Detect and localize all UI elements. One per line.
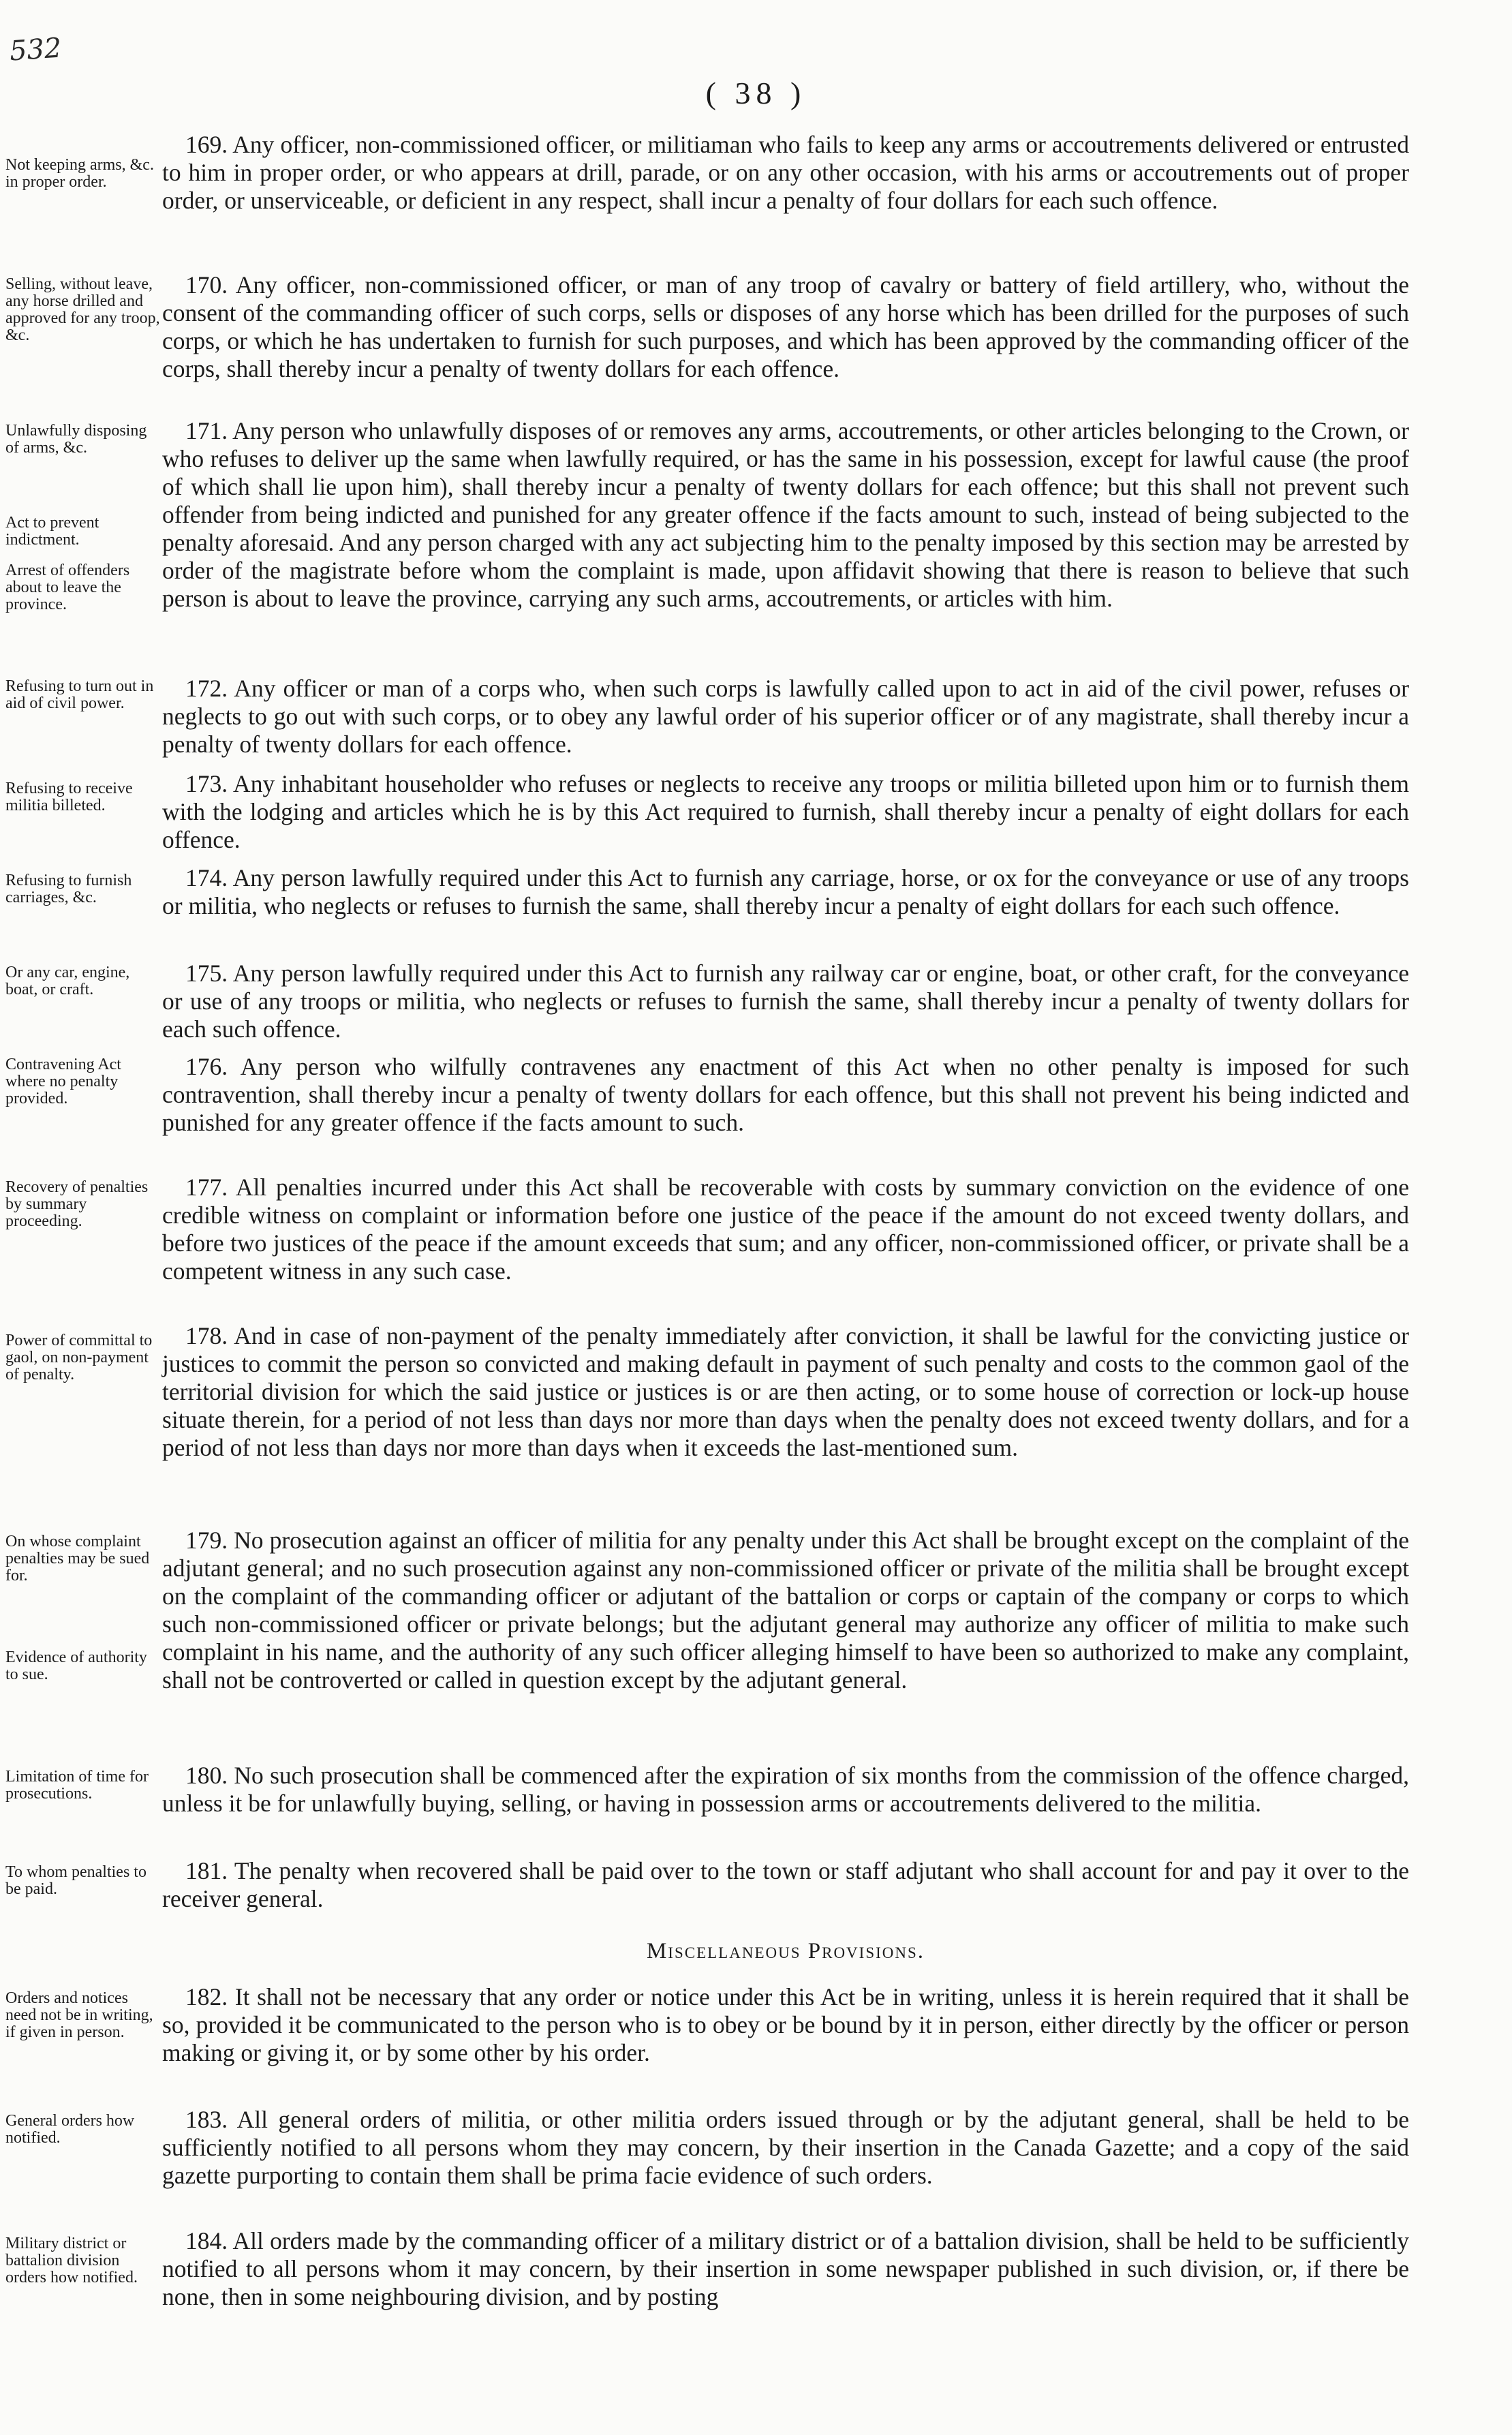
section-175: 175. Any person lawfully required under this Act to furnish any railway car or engine, boat, or other craft, for the conveyance or use of any troops or militia, who neglects or refuses to furnish the same, shall thereby incur a penalty of twenty dollars for each such offence.	[162, 960, 1409, 1043]
section-174: 174. Any person lawfully required under this Act to furnish any carriage, horse, or ox for the conveyance or use of any troops or militia, who neglects or refuses to furnish the same, shall thereby incur a penalty of eight dollars for each such offence.	[162, 864, 1409, 919]
margin-note: Or any car, engine, boat, or craft.	[5, 964, 130, 998]
margin-note: Not keeping arms, &c. in proper order.	[5, 156, 154, 191]
section-180: 180. No such prosecution shall be commenced after the expiration of six months from the commission of the offence charged, unless it be for unlawfully buying, selling, or having in possession arms or accoutrements delivered to the militia.	[162, 1762, 1409, 1817]
margin-note: Refusing to receive militia billeted.	[5, 780, 133, 814]
section-181: 181. The penalty when recovered shall be paid over to the town or staff adjutant who shall account for and pay it over to the receiver general.	[162, 1857, 1409, 1912]
margin-note: Military district or battalion division orders how notified.	[5, 2235, 138, 2286]
section-182: 182. It shall not be necessary that any order or notice under this Act be in writing, unless it is herein required that it shall be so, provided it be communicated to the person who is to obey or be bound by it in person, either directly by the officer or person making or giving it, or by some other by his order.	[162, 1983, 1409, 2066]
section-184: 184. All orders made by the commanding officer of a military district or of a battalion division, shall be held to be sufficiently notified to all persons whom it may concern, by their insertion in some newspaper published in such division, or, if there be none, then in some neighbouring division, and by posting	[162, 2227, 1409, 2310]
section-173: 173. Any inhabitant householder who refuses or neglects to receive any troops or militia billeted upon him or to furnish them with the lodging and articles which he is by this Act required to furnish, shall thereby incur a penalty of eight dollars for each offence.	[162, 770, 1409, 853]
page-number: ( 38 )	[705, 76, 807, 110]
section-172: 172. Any officer or man of a corps who, when such corps is lawfully called upon to act in aid of the civil power, refuses or neglects to go out with such corps, or to obey any lawful order of his superior officer or of any magistrate, shall thereby incur a penalty of twenty dollars for each offence.	[162, 675, 1409, 758]
section-171: 171. Any person who unlawfully disposes of or removes any arms, accoutrements, or other articles belonging to the Crown, or who refuses to deliver up the same when lawfully required, or has the same in his possession, except for lawful cause (the proof of which shall lie upon him), shall thereby incur a penalty of twenty dollars for each offence; but this shall not prevent such offender from being indicted and punished for any greater offence if the facts amount to such, instead of being subjected to the penalty aforesaid. And any person charged with any act subjecting him to the penalty imposed by this section may be arrested by order of the magistrate before whom the complaint is made, upon affidavit showing that there is reason to believe that such person is about to leave the province, carrying any such arms, accoutrements, or articles with him.	[162, 417, 1409, 612]
margin-note: Selling, without leave, any horse drilled and approved for any troop, &c.	[5, 275, 160, 344]
margin-note: Power of committal to gaol, on non-payment of penalty.	[5, 1332, 153, 1383]
section-heading: Miscellaneous Provisions.	[646, 1939, 925, 1963]
margin-note: Act to prevent indictment.	[5, 514, 99, 549]
section-179: 179. No prosecution against an officer of militia for any penalty under this Act shall be brought except on the complaint of the adjutant general; and no such prosecution against any non-commissioned officer or private of the militia shall be brought except on the complaint of the commanding officer or adjutant of the battalion or corps or captain of the company or corps to which such non-commissioned officer or private belongs; but the adjutant general may authorize any officer of militia to make such complaint in his name, and the authority of any such officer alleging himself to have been so authorized to make any complaint, shall not be controverted or called in question except by the adjutant general.	[162, 1527, 1409, 1694]
margin-note: General orders how notified.	[5, 2112, 135, 2147]
margin-note: Limitation of time for prosecutions.	[5, 1768, 149, 1803]
section-170: 170. Any officer, non-commissioned officer, or man of any troop of cavalry or battery of field artillery, who, without the consent of the commanding officer of such corps, sells or disposes of any horse which has been drilled for the purposes of such corps, or which he has undertaken to furnish for such purposes, and which has been approved by the commanding officer of the corps, shall thereby incur a penalty of twenty dollars for each offence.	[162, 271, 1409, 382]
handwritten-page-mark: 532	[8, 32, 63, 67]
section-183: 183. All general orders of militia, or other militia orders issued through or by the adjutant general, shall be held to be sufficiently notified to all persons whom they may concern, by their insertion in the Canada Gazette; and a copy of the said gazette purporting to contain them shall be prima facie evidence of such orders.	[162, 2106, 1409, 2189]
section-178: 178. And in case of non-payment of the penalty immediately after conviction, it shall be lawful for the convicting justice or justices to commit the person so convicted and making default in payment of such penalty and costs to the common gaol of the territorial division for which the said justice or justices is or are then acting, or to some house of correction or lock-up house situate therein, for a period of not less than days nor more than days when the penalty does not exceed twenty dollars, and for a period of not less than days nor more than days when it exceeds the last-mentioned sum.	[162, 1322, 1409, 1461]
section-176: 176. Any person who wilfully contravenes any enactment of this Act when no other penalty is imposed for such contravention, shall thereby incur a penalty of twenty dollars for each offence, but this shall not prevent his being indicted and punished for any greater offence if the facts amount to such.	[162, 1053, 1409, 1136]
margin-note: On whose complaint penalties may be sued for.	[5, 1533, 150, 1584]
section-177: 177. All penalties incurred under this Act shall be recoverable with costs by summary conviction on the evidence of one credible witness on complaint or information before one justice of the peace if the amount do not exceed twenty dollars, and before two justices of the peace if the amount exceeds that sum; and any officer, non-commissioned officer, or private shall be a competent witness in any such case.	[162, 1174, 1409, 1285]
margin-note: Contravening Act where no penalty provided.	[5, 1056, 121, 1107]
margin-note: Unlawfully disposing of arms, &c.	[5, 422, 147, 457]
section-169: 169. Any officer, non-commissioned officer, or militiaman who fails to keep any arms or accoutrements delivered or entrusted to him in proper order, or who appears at drill, parade, or on any other occasion, with his arms or accoutrements out of proper order, or unserviceable, or deficient in any respect, shall incur a penalty of four dollars for each such offence.	[162, 131, 1409, 214]
margin-note: Refusing to furnish carriages, &c.	[5, 872, 132, 906]
margin-note: To whom penalties to be paid.	[5, 1863, 146, 1898]
margin-note: Refusing to turn out in aid of civil power.	[5, 677, 154, 712]
margin-note: Recovery of penalties by summary proceeding.	[5, 1178, 149, 1230]
margin-note: Orders and notices need not be in writing, if given in person.	[5, 1989, 153, 2041]
margin-note: Arrest of offenders about to leave the province.	[5, 562, 130, 613]
margin-note: Evidence of authority to sue.	[5, 1649, 147, 1683]
